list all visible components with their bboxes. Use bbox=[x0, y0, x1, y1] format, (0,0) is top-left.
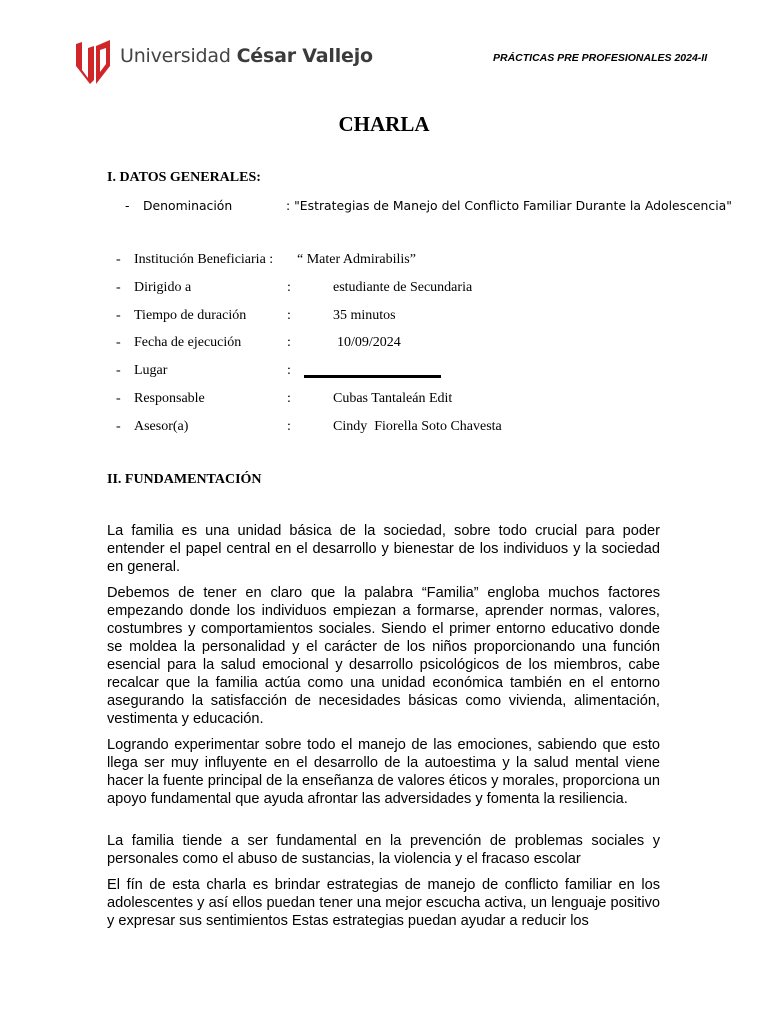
paragraph: El fín de esta charla es brindar estrategias de manejo de conflicto familiar en los adolescentes y así ellos puedan tener una mejor escucha activa, un lenguaje positivo y expresar sus sentimientos Estas estrategias puedan ayudar a reducir los bbox=[107, 877, 660, 929]
section-heading-datos-generales: I. DATOS GENERALES: bbox=[107, 170, 261, 185]
row-dash: - bbox=[116, 252, 121, 267]
row-dash: - bbox=[116, 391, 121, 406]
lugar-redacted-line bbox=[304, 375, 441, 378]
row-colon: : bbox=[287, 363, 291, 378]
row-value: Cubas Tantaleán Edit bbox=[333, 391, 453, 406]
row-value: estudiante de Secundaria bbox=[333, 280, 473, 295]
row-label: Tiempo de duración bbox=[134, 308, 247, 323]
row-label: Institución Beneficiaria : bbox=[134, 252, 274, 267]
row-value: “ Mater Admirabilis” bbox=[297, 252, 416, 267]
row-dash: - bbox=[116, 335, 121, 350]
row-colon: : bbox=[287, 391, 291, 406]
row-colon: : bbox=[287, 308, 291, 323]
document-title: CHARLA bbox=[338, 112, 430, 136]
row-label: Asesor(a) bbox=[134, 419, 189, 434]
paragraph: La familia es una unidad básica de la sociedad, sobre todo crucial para poder entender el papel central en el desarrollo y bienestar de los individuos y la sociedad en general. bbox=[107, 523, 660, 575]
row-value: 35 minutos bbox=[333, 308, 396, 323]
brand-regular: Universidad bbox=[120, 45, 237, 67]
row-colon: : bbox=[287, 335, 291, 350]
row-value: : "Estrategias de Manejo del Conflicto Familiar Durante la Adolescencia" bbox=[286, 198, 732, 213]
row-label: Responsable bbox=[134, 391, 205, 406]
row-dash: - bbox=[116, 419, 121, 434]
row-dash: - bbox=[116, 280, 121, 295]
paragraph: La familia tiende a ser fundamental en la prevención de problemas sociales y personales como el abuso de sustancias, la violencia y el fracaso escolar bbox=[107, 833, 660, 867]
row-colon: : bbox=[287, 280, 291, 295]
brand-bold: César Vallejo bbox=[236, 45, 373, 67]
row-label: Dirigido a bbox=[134, 280, 192, 295]
paragraph: Debemos de tener en claro que la palabra “Familia” engloba muchos factores empezando donde los individuos empiezan a formarse, aprender normas, valores, costumbres y comportamientos sociales. Siendo el primer entorno educativo donde se moldea la personalidad y el carácter de los niños proporcionando una función esencial para la salud emocional y desarrollo psicológicos de los miembros, cabe recalcar que la familia actúa como una unidad económica también en el entorno asegurando la satisfacción de necesidades básicas como vivienda, alimentación, vestimenta y educación. bbox=[107, 585, 660, 727]
row-dash: - bbox=[116, 308, 121, 323]
university-name bbox=[120, 45, 373, 67]
row-colon: : bbox=[287, 419, 291, 434]
row-label: Denominación bbox=[143, 198, 233, 213]
row-dash: - bbox=[116, 363, 121, 378]
row-label: Lugar bbox=[134, 363, 168, 378]
row-dash: - bbox=[125, 198, 130, 213]
row-label: Fecha de ejecución bbox=[134, 335, 242, 350]
row-value: Cindy Fiorella Soto Chavesta bbox=[333, 419, 502, 434]
section-heading-fundamentacion: II. FUNDAMENTACIÓN bbox=[107, 472, 262, 487]
university-logo-icon bbox=[76, 40, 110, 84]
row-value: 10/09/2024 bbox=[337, 335, 401, 350]
paragraph: Logrando experimentar sobre todo el manejo de las emociones, sabiendo que esto llega ser muy influyente en el desarrollo de la autoestima y la salud mental viene hacer la fuente principal de la enseñanza de valores éticos y morales, proporciona un apoyo fundamental que ayuda afrontar las adversidades y fomenta la resiliencia. bbox=[107, 737, 660, 807]
header-practicas: PRÁCTICAS PRE PROFESIONALES 2024-II bbox=[493, 52, 708, 64]
